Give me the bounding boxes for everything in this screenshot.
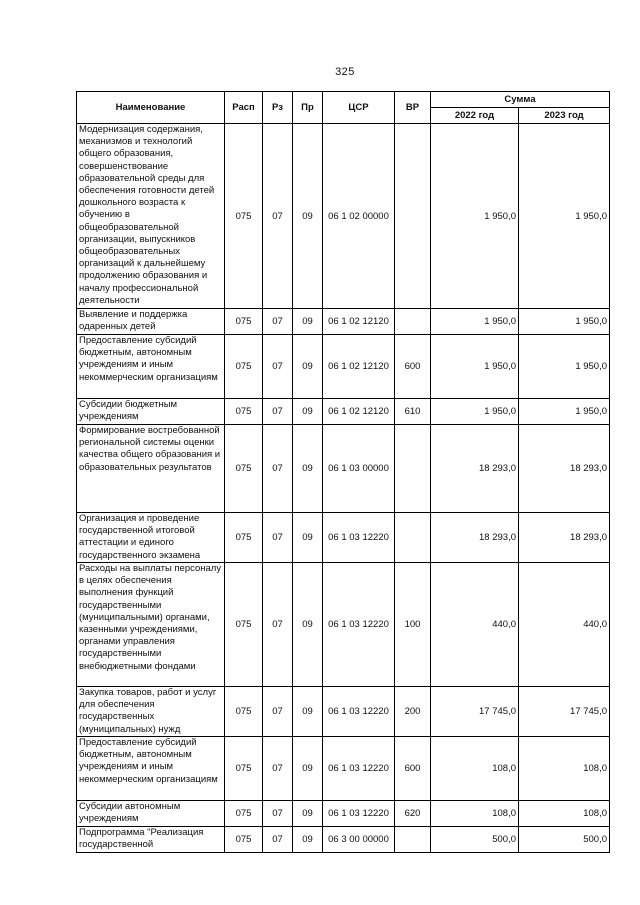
row-pr: 09 — [293, 309, 323, 335]
row-rz: 07 — [263, 124, 293, 309]
table-row — [77, 737, 610, 801]
row-sum-2022: 18 293,0 — [431, 513, 519, 563]
row-rz: 07 — [263, 335, 293, 399]
row-csr: 06 1 03 12220 — [323, 687, 395, 737]
row-csr: 06 1 02 00000 — [323, 124, 395, 309]
row-csr: 06 1 03 12220 — [323, 737, 395, 801]
table-row — [77, 563, 610, 687]
row-rz: 07 — [263, 513, 293, 563]
table-row — [77, 827, 610, 853]
row-pr: 09 — [293, 737, 323, 801]
row-csr: 06 1 02 12120 — [323, 335, 395, 399]
row-pr: 09 — [293, 801, 323, 827]
row-vr — [395, 827, 431, 853]
row-sum-2023: 1 950,0 — [519, 399, 610, 425]
row-sum-2022: 18 293,0 — [431, 425, 519, 513]
row-sum-2022: 1 950,0 — [431, 124, 519, 309]
row-sum-2022: 1 950,0 — [431, 399, 519, 425]
row-sum-2022: 1 950,0 — [431, 309, 519, 335]
row-sum-2023: 18 293,0 — [519, 425, 610, 513]
row-name: Модернизация содержания, механизмов и технологий общего образования, совершенствование образовательной среды для обеспечения готовности детей дошкольного возраста к обучению в общеобразовательной организации, выпускников общеобразовательных организаций к дальнейшему продолжению образования и началу профессиональной деятельности — [77, 124, 225, 309]
row-sum-2022: 440,0 — [431, 563, 519, 687]
header-row — [77, 92, 610, 108]
header-sum: Сумма — [431, 92, 610, 108]
header-rasp: Расп — [225, 92, 263, 124]
table-row — [77, 425, 610, 513]
row-sum-2023: 440,0 — [519, 563, 610, 687]
row-pr: 09 — [293, 687, 323, 737]
row-sum-2023: 1 950,0 — [519, 124, 610, 309]
row-vr — [395, 309, 431, 335]
row-sum-2022: 17 745,0 — [431, 687, 519, 737]
row-name: Выявление и поддержка одаренных детей — [77, 309, 225, 335]
row-csr: 06 1 03 00000 — [323, 425, 395, 513]
row-vr: 100 — [395, 563, 431, 687]
table-row — [77, 124, 610, 309]
row-name: Закупка товаров, работ и услуг для обеспечения государственных (муниципальных) нужд — [77, 687, 225, 737]
row-rasp: 075 — [225, 309, 263, 335]
table-row — [77, 399, 610, 425]
row-name: Субсидии автономным учреждениям — [77, 801, 225, 827]
row-rz: 07 — [263, 687, 293, 737]
table-row — [77, 801, 610, 827]
row-sum-2022: 108,0 — [431, 801, 519, 827]
row-sum-2023: 17 745,0 — [519, 687, 610, 737]
row-csr: 06 1 03 12220 — [323, 513, 395, 563]
row-rasp: 075 — [225, 827, 263, 853]
table-row — [77, 335, 610, 399]
header-vr: ВР — [395, 92, 431, 124]
row-sum-2023: 18 293,0 — [519, 513, 610, 563]
row-name: Формирование востребованной региональной системы оценки качества общего образования и образовательных результатов — [77, 425, 225, 513]
budget-table — [76, 91, 610, 853]
row-vr: 600 — [395, 335, 431, 399]
header-pr: Пр — [293, 92, 323, 124]
row-name: Расходы на выплаты персоналу в целях обеспечения выполнения функций государственными (муниципальными) органами, казенными учреждениями, органами управления государственными внебюджетными фондами — [77, 563, 225, 687]
row-rz: 07 — [263, 309, 293, 335]
row-pr: 09 — [293, 425, 323, 513]
row-rasp: 075 — [225, 425, 263, 513]
header-name: Наименование — [77, 92, 225, 124]
row-rz: 07 — [263, 737, 293, 801]
row-vr: 200 — [395, 687, 431, 737]
header-csr: ЦСР — [323, 92, 395, 124]
row-name: Предоставление субсидий бюджетным, автономным учреждениям и иным некоммерческим организациям — [77, 737, 225, 801]
row-sum-2023: 108,0 — [519, 801, 610, 827]
row-rz: 07 — [263, 801, 293, 827]
row-rasp: 075 — [225, 563, 263, 687]
row-csr: 06 1 02 12120 — [323, 399, 395, 425]
row-name: Подпрограмма "Реализация государственной — [77, 827, 225, 853]
row-name: Предоставление субсидий бюджетным, автономным учреждениям и иным некоммерческим организациям — [77, 335, 225, 399]
row-vr — [395, 124, 431, 309]
row-rasp: 075 — [225, 399, 263, 425]
row-rasp: 075 — [225, 335, 263, 399]
row-csr: 06 1 03 12220 — [323, 801, 395, 827]
table-row — [77, 687, 610, 737]
row-pr: 09 — [293, 513, 323, 563]
row-vr: 620 — [395, 801, 431, 827]
row-csr: 06 1 03 12220 — [323, 563, 395, 687]
row-vr — [395, 513, 431, 563]
row-vr: 600 — [395, 737, 431, 801]
row-csr: 06 3 00 00000 — [323, 827, 395, 853]
row-pr: 09 — [293, 827, 323, 853]
row-rz: 07 — [263, 827, 293, 853]
row-sum-2023: 500,0 — [519, 827, 610, 853]
row-name: Организация и проведение государственной итоговой аттестации и единого государственного экзамена — [77, 513, 225, 563]
row-vr: 610 — [395, 399, 431, 425]
row-rasp: 075 — [225, 801, 263, 827]
header-rz: Рз — [263, 92, 293, 124]
row-rz: 07 — [263, 399, 293, 425]
row-rasp: 075 — [225, 737, 263, 801]
row-pr: 09 — [293, 124, 323, 309]
header-year-2023: 2023 год — [519, 108, 610, 124]
row-name: Субсидии бюджетным учреждениям — [77, 399, 225, 425]
row-csr: 06 1 02 12120 — [323, 309, 395, 335]
row-rasp: 075 — [225, 513, 263, 563]
row-vr — [395, 425, 431, 513]
row-sum-2022: 500,0 — [431, 827, 519, 853]
table-row — [77, 309, 610, 335]
table-row — [77, 513, 610, 563]
row-sum-2023: 1 950,0 — [519, 335, 610, 399]
row-rasp: 075 — [225, 124, 263, 309]
page-number: 325 — [335, 66, 355, 78]
header-year-2022: 2022 год — [431, 108, 519, 124]
row-rz: 07 — [263, 563, 293, 687]
row-pr: 09 — [293, 335, 323, 399]
row-rasp: 075 — [225, 687, 263, 737]
row-rz: 07 — [263, 425, 293, 513]
row-pr: 09 — [293, 563, 323, 687]
row-sum-2022: 1 950,0 — [431, 335, 519, 399]
row-sum-2023: 108,0 — [519, 737, 610, 801]
row-sum-2023: 1 950,0 — [519, 309, 610, 335]
row-sum-2022: 108,0 — [431, 737, 519, 801]
row-pr: 09 — [293, 399, 323, 425]
